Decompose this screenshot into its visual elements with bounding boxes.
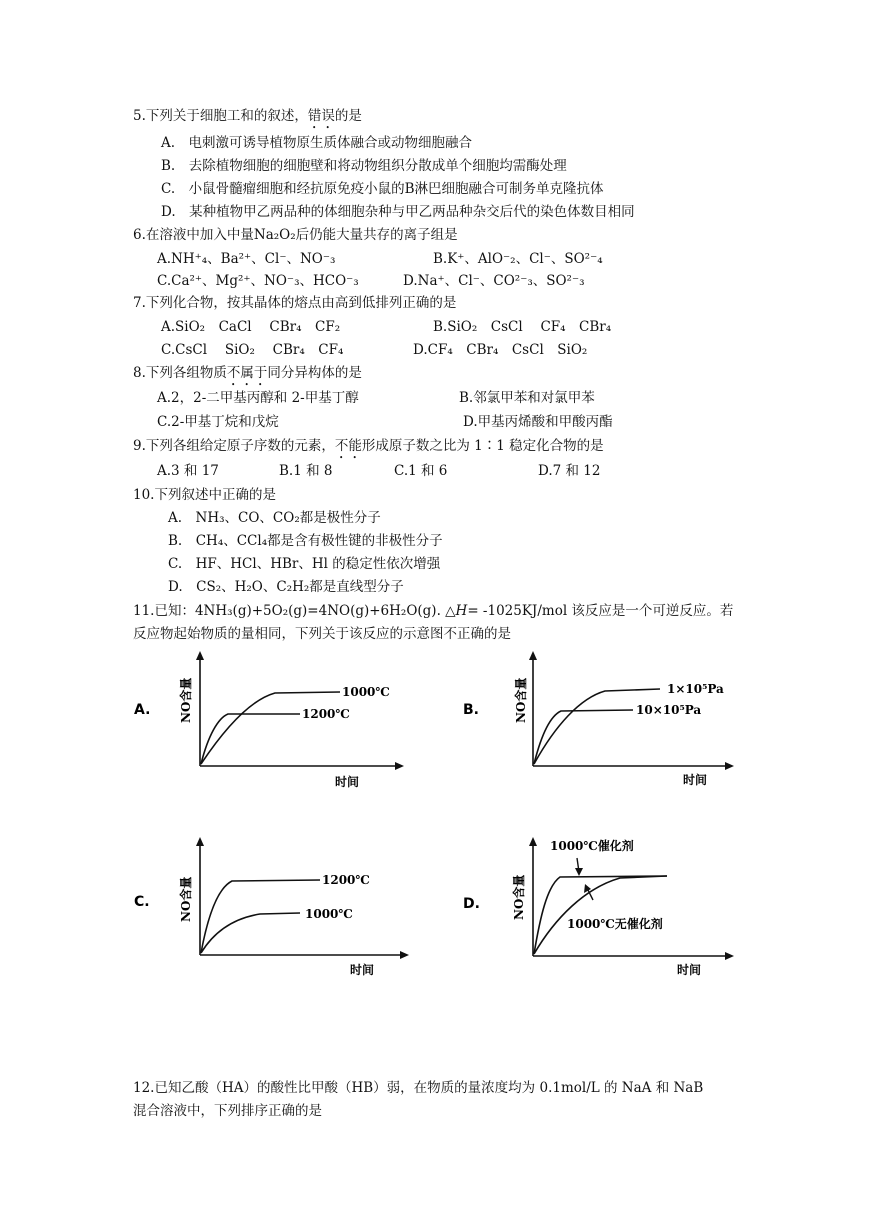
q12-line2: 混合溶液中，下列排序正确的是 (133, 1103, 322, 1119)
graph-d-curve-1 (534, 876, 667, 954)
q9-option-a: A.3 和 17 (157, 463, 219, 479)
q6-option-a: A.NH⁺₄、Ba²⁺、Cl⁻、NO⁻₃ (157, 251, 336, 267)
graph-b-label: B. (463, 702, 479, 718)
graph-b-x-arrow (725, 762, 734, 770)
q11-line1 (133, 602, 733, 620)
q6-stem-end: 后仍能大量共存的离子组是 (295, 227, 458, 243)
q7-option-b: B.SiO₂ CsCl CF₄ CBr₄ (433, 319, 612, 335)
q5-stem-text: 5.下列关于细胞工和的叙述， (133, 108, 308, 124)
q10-option-a: A. NH₃、CO、CO₂都是极性分子 (168, 510, 381, 526)
graph-c-ylabel: NO含量 (179, 876, 193, 922)
q5-stem (133, 107, 362, 132)
graph-b-curve-2 (534, 710, 633, 764)
graph-d-label: D. (463, 896, 480, 912)
graph-d-ylabel: NO含量 (512, 874, 526, 920)
graph-b-xlabel: 时间 (683, 773, 708, 787)
q6-formula: Na₂O₂ (253, 227, 296, 243)
graph-b (455, 648, 755, 793)
q10-option-c: C. HF、HCl、HBr、Hl 的稳定性依次增强 (168, 556, 441, 572)
graph-d-xlabel: 时间 (677, 963, 702, 977)
q8-stem (133, 364, 362, 389)
q9-emphasis: 不能 (334, 438, 362, 454)
q8-option-d: D.甲基丙烯酸和甲酸丙酯 (463, 414, 613, 430)
graph-a-svg (130, 648, 410, 793)
graph-b-curve2-label: 10×10⁵Pa (636, 703, 702, 717)
graph-a-curve-2 (201, 714, 300, 764)
graph-a-ylabel: NO含量 (179, 677, 193, 723)
q7-stem: 7.下列化合物，按其晶体的熔点由高到低排列正确的是 (133, 295, 457, 311)
graph-a-curve2-label: 1200℃ (302, 707, 350, 721)
q8-option-a: A.2，2-二甲基丙醇和 2-甲基丁醇 (157, 390, 359, 406)
q11-line2: 反应物起始物质的量相同，下列关于该反应的示意图不正确的是 (133, 626, 511, 642)
q8-option-b: B.邻氯甲苯和对氯甲苯 (459, 390, 595, 406)
q11-line1-end: = -1025KJ/mol 该反应是一个可逆反应。若 (467, 603, 734, 619)
q11-equation: 11.已知：4NH₃(g)+5O₂(g)=4NO(g)+6H₂O(g). △ (133, 603, 456, 619)
q9-stem (133, 437, 604, 462)
graph-d-pointer-1-head (575, 868, 583, 876)
q8-stem-end: 同分异构体的是 (267, 365, 362, 381)
graph-c-svg (130, 830, 410, 980)
graph-a-curve-1 (201, 692, 340, 764)
graph-c-curve-1 (201, 880, 320, 953)
graph-c-curve2-label: 1000℃ (305, 907, 353, 921)
graph-d-x-arrow (725, 952, 734, 960)
graph-c (130, 830, 410, 980)
q11-enthalpy-symbol: H (455, 603, 468, 619)
graph-c-xlabel: 时间 (350, 963, 375, 977)
q7-option-c: C.CsCl SiO₂ CBr₄ CF₄ (161, 342, 344, 358)
q6-option-b: B.K⁺、AlO⁻₂、Cl⁻、SO²⁻₄ (433, 251, 603, 267)
graph-b-y-arrow (529, 651, 537, 660)
graph-d-curve2-label: 1000℃无催化剂 (567, 917, 663, 931)
graph-b-curve-1 (534, 689, 660, 764)
q5-stem-end: 的是 (334, 108, 362, 124)
q10-stem: 10.下列叙述中正确的是 (133, 487, 276, 503)
graph-a-label: A. (134, 702, 151, 718)
q5-option-a: A. 电刺激可诱导植物原生质体融合或动物细胞融合 (161, 135, 473, 151)
q6-stem (133, 226, 458, 244)
q9-option-c: C.1 和 6 (394, 463, 448, 479)
q12-line1: 12.已知乙酸（HA）的酸性比甲酸（HB）弱，在物质的量浓度均为 0.1mol/L 的 NaA 和 NaB (133, 1080, 704, 1096)
q9-stem-end: 形成原子数之比为 1∶1 稳定化合物的是 (361, 438, 604, 454)
graph-c-label: C. (134, 894, 150, 910)
q5-option-b: B. 去除植物细胞的细胞壁和将动物组织分散成单个细胞均需酶处理 (161, 158, 567, 174)
graph-a-curve1-label: 1000℃ (342, 685, 390, 699)
graph-b-svg (455, 648, 755, 793)
q5-option-d: D. 某种植物甲乙两品种的体细胞杂种与甲乙两品种杂交后代的染色体数目相同 (161, 204, 635, 220)
graph-d-y-arrow (529, 837, 537, 846)
q8-option-c: C.2-甲基丁烷和戊烷 (157, 414, 279, 430)
q7-option-d: D.CF₄ CBr₄ CsCl SiO₂ (413, 342, 588, 358)
graph-d-svg (455, 828, 755, 983)
q10-option-b: B. CH₄、CCl₄都是含有极性键的非极性分子 (168, 533, 443, 549)
q6-option-c: C.Ca²⁺、Mg²⁺、NO⁻₃、HCO⁻₃ (157, 273, 359, 289)
q5-option-c: C. 小鼠骨髓瘤细胞和经抗原免疫小鼠的B淋巴细胞融合可制务单克隆抗体 (161, 181, 604, 197)
q7-option-a: A.SiO₂ CaCl CBr₄ CF₂ (161, 319, 341, 335)
q8-stem-text: 8.下列各组物质 (133, 365, 227, 381)
q10-option-d: D. CS₂、H₂O、C₂H₂都是直线型分子 (168, 579, 404, 595)
q6-stem-text: 6.在溶液中加入中量 (133, 227, 254, 243)
q8-emphasis: 不属于 (226, 365, 268, 381)
graph-b-curve1-label: 1×10⁵Pa (667, 682, 724, 696)
q9-option-d: D.7 和 12 (538, 463, 601, 479)
graph-a-x-arrow (395, 762, 404, 770)
graph-c-curve1-label: 1200℃ (322, 873, 370, 887)
graph-d (455, 828, 755, 983)
graph-c-x-arrow (400, 951, 409, 959)
q9-option-b: B.1 和 8 (279, 463, 333, 479)
graph-a-xlabel: 时间 (335, 775, 360, 789)
graph-c-y-arrow (196, 837, 204, 846)
graph-b-ylabel: NO含量 (514, 677, 528, 723)
graph-a-y-arrow (196, 651, 204, 660)
graph-a (130, 648, 410, 793)
graph-d-curve-2 (534, 876, 667, 954)
q5-emphasis: 错误 (307, 108, 335, 124)
q9-stem-text: 9.下列各组给定原子序数的元素， (133, 438, 335, 454)
q6-option-d: D.Na⁺、Cl⁻、CO²⁻₃、SO²⁻₃ (403, 273, 585, 289)
graph-d-curve1-label: 1000℃催化剂 (550, 839, 634, 853)
graph-c-curve-2 (201, 913, 300, 953)
